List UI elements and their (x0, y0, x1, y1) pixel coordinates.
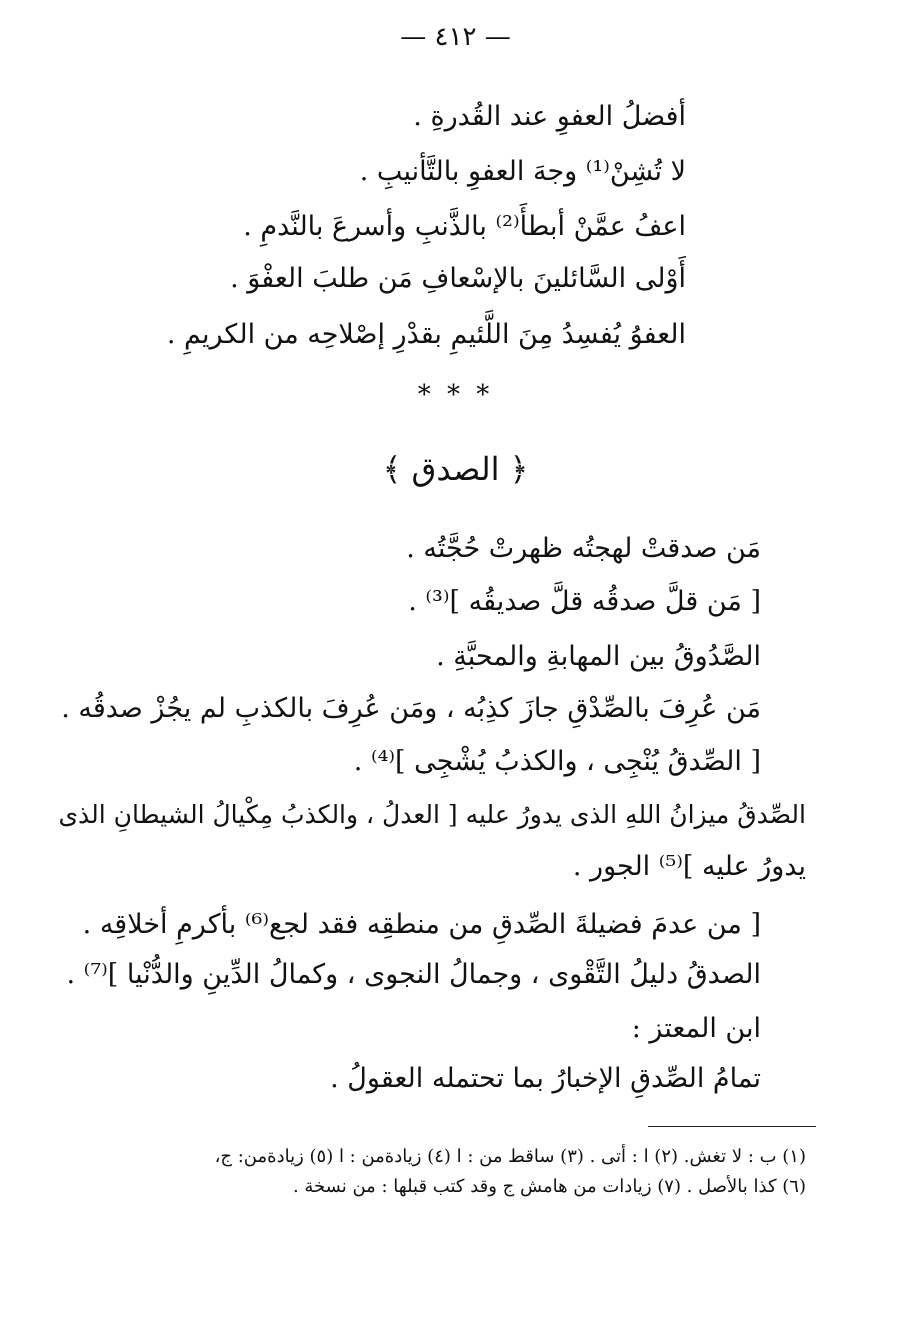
text-line: [ الصِّدقُ يُنْجِى ، والكذبُ يُشْجِى ]⁽⁴⁾ . (353, 746, 761, 777)
text-line: ابن المعتز : (631, 1013, 761, 1044)
text-line: أفضلُ العفوِ عند القُدرةِ . (413, 101, 686, 132)
text-line: الصِّدقُ ميزانُ اللهِ الذى يدورُ عليه [ العدلُ ، والكذبُ مِكْيالُ الشيطانِ الذى (58, 800, 806, 829)
text-line: لا تُشِنْ⁽¹⁾ وجهَ العفوِ بالتَّأنيبِ . (359, 156, 686, 187)
text-line: يدورُ عليه ]⁽⁵⁾ الجور . (572, 851, 806, 882)
text-line: اعفُ عمَّنْ أبطأَ⁽²⁾ بالذَّنبِ وأسرعَ بالنَّدمِ . (243, 211, 686, 242)
text-line: الصدقُ دليلُ التَّقْوى ، وجمالُ النجوى ، وكمالُ الدِّينِ والدُّنْيا ]⁽⁷⁾ . (66, 959, 761, 990)
text-line: مَن صدقتْ لهجتُه ظهرتْ حُجَّتُه . (406, 533, 761, 564)
text-line: مَن عُرِفَ بالصِّدْقِ جازَ كذِبُه ، ومَن عُرِفَ بالكذبِ لم يجُزْ صدقُه . (61, 693, 761, 724)
text-line: [ من عدمَ فضيلةَ الصِّدقِ من منطقِه فقد لجع⁽⁶⁾ بأكرمِ أخلاقِه . (82, 909, 761, 940)
text-line: الصَّدُوقُ بين المهابةِ والمحبَّةِ . (436, 641, 761, 672)
text-line: [ مَن قلَّ صدقُه قلَّ صديقُه ]⁽³⁾ . (408, 586, 761, 617)
text-line: العفوُ يُفسِدُ مِنَ اللَّئيمِ بقدْرِ إصْلاحِه من الكريمِ . (166, 319, 686, 350)
footnote-divider (648, 1126, 816, 1127)
text-line: أَوْلى السَّائلينَ بالإسْعافِ مَن طلبَ العفْوَ . (230, 263, 686, 294)
page-number: — ٤١٢ — (400, 22, 511, 52)
footnote-line: (٦) كذا بالأصل . (٧) زيادات من هامش ج وقد كتب قبلها : من نسخة . (292, 1176, 806, 1197)
footnote-line: (١) ب : لا تغش. (٢) ا : أتى . (٣) ساقط من : ا (٤) زيادةمن : ا (٥) زيادةمن: ج، (214, 1146, 806, 1167)
section-heading: ﴿ الصدق ﴾ (382, 450, 529, 488)
section-separator: * * * (417, 380, 494, 410)
text-line: تمامُ الصِّدقِ الإخبارُ بما تحتمله العقولُ . (330, 1063, 761, 1094)
